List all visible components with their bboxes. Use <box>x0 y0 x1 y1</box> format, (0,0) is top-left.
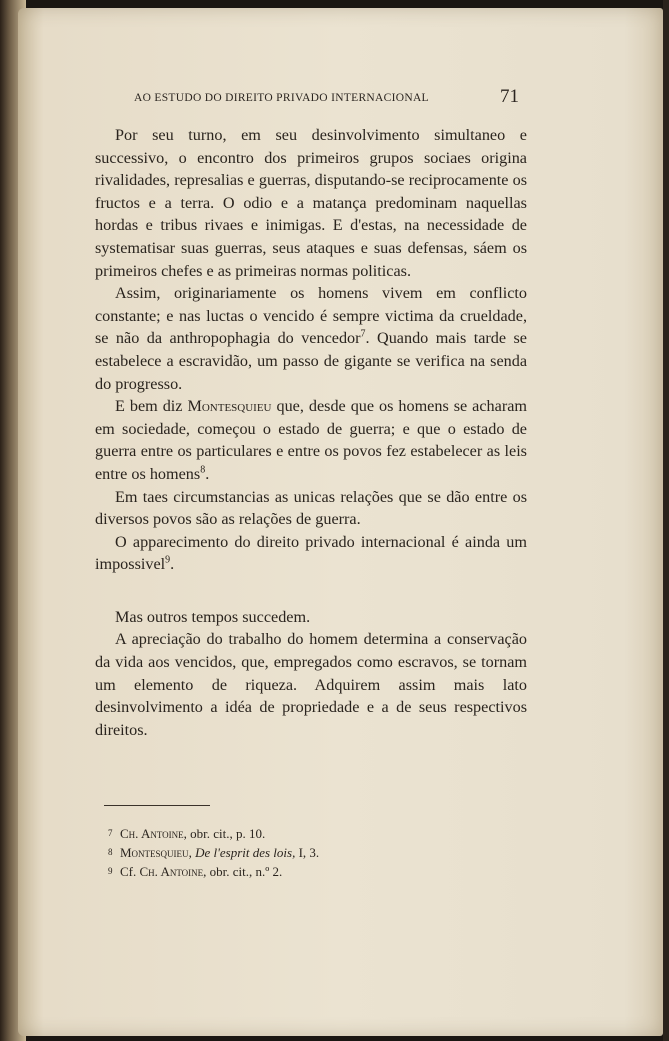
paragraph-6: Mas outros tempos succedem. <box>115 607 311 626</box>
running-title: AO ESTUDO DO DIREITO PRIVADO INTERNACIONAL <box>134 92 429 104</box>
author-name: Montesquieu <box>187 397 272 416</box>
footnote-rule <box>104 805 210 806</box>
footnote-ref-9: 9 <box>165 554 171 566</box>
paragraph-2: Assim, originariamente os homens vivem em conflicto constante; e nas luctas o vencido é sempre victima da crueldade, se não da anthropophagia do vencedor$^7$. Quando mais tarde se estabelece a escravidão, um passo de gigante se verifica na senda do progresso. <box>95 284 527 393</box>
page-number: 71 <box>500 86 519 107</box>
body-text <box>95 124 527 741</box>
footnote-ref-8: 8 <box>200 464 206 476</box>
paragraph-5: O apparecimento do direito privado internacional é ainda um impossivel$^9$. <box>95 532 527 574</box>
paragraph-4: Em taes circumstancias as unicas relações que se dão entre os diversos povos são as relações de guerra. <box>95 487 527 529</box>
paragraph-3: E bem diz Montesquieu que, desde que os homens se acharam em sociedade, começou o estado de guerra; e que o estado de guerra entre os particulares e entre os povos fez estabelecer as leis entre os homens$^8$. <box>95 397 527 483</box>
paragraph-1: Por seu turno, em seu desinvolvimento simultaneo e successivo, o encontro dos primeiros grupos sociaes origina rivalidades, represalias e guerras, disputando-se reciprocamente os fructos e a terra. O odio e a matança predominam naquellas hordas e tribus rivaes e inimigas. E d'estas, na necessidade de systematisar suas guerras, seus ataques e suas defensas, sáem os primeiros chefes e as primeiras normas politicas. <box>95 126 527 280</box>
paragraph-7: A apreciação do trabalho do homem determina a conservação da vida aos vencidos, que, empregados como escravos, se tornam um elemento de riqueza. Adquirem assim mais lato desinvolvimento a idéa de propriedade e a de seus respectivos direitos. <box>95 630 527 739</box>
footnote-9: 9 Cf. Ch. Antoine, obr. cit., n.º 2. <box>108 864 283 879</box>
footnotes <box>108 824 528 881</box>
footnote-8: 8 Montesquieu, De l'esprit des lois, I, 3. <box>108 845 320 860</box>
scan-border <box>663 0 669 1041</box>
footnote-7: 7 Ch. Antoine, obr. cit., p. 10. <box>108 826 266 841</box>
footnote-ref-7: 7 <box>360 328 366 340</box>
